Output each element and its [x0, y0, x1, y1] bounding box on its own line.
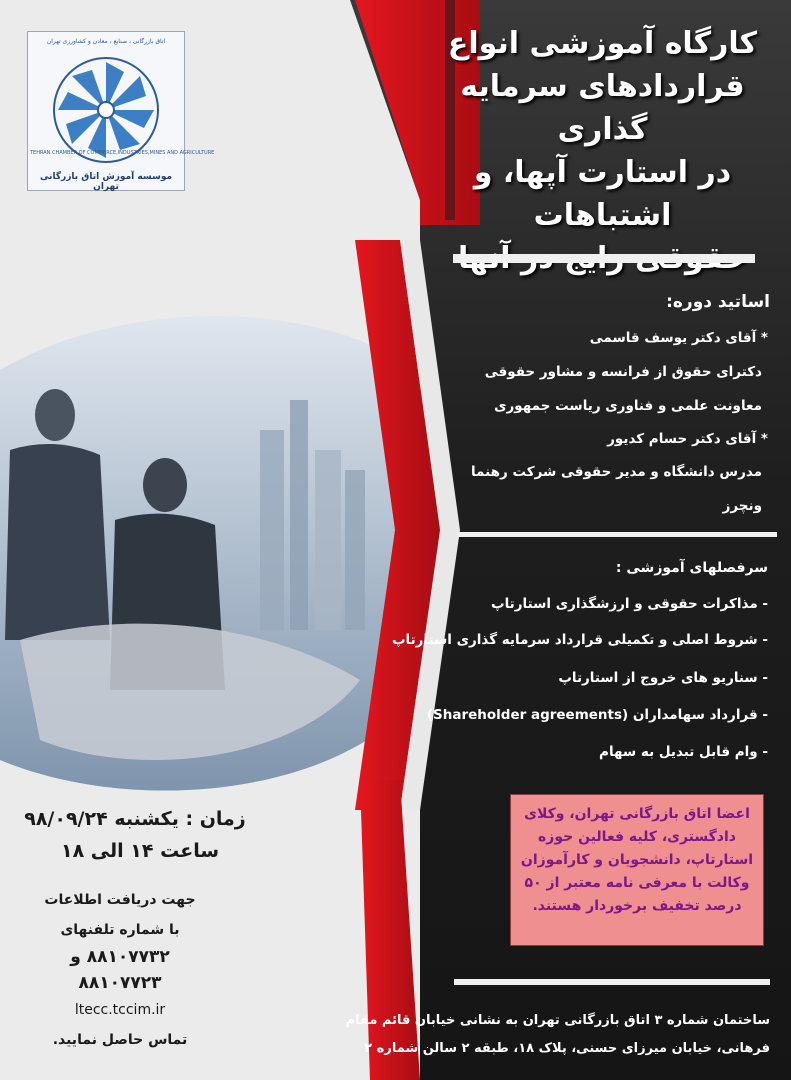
instructor-line: مدرس دانشگاه و مدیر حقوقی شرکت رهنما	[470, 464, 762, 480]
logo-institute-name: موسسه آموزش اتاق بازرگانی تهران	[39, 172, 173, 192]
topic-item: - وام قابل تبدیل به سهام	[599, 744, 768, 760]
divider	[454, 979, 770, 985]
instructors-heading: اساتید دوره:	[666, 292, 770, 312]
person-head	[143, 458, 187, 512]
topic-item: - مذاکرات حقوقی و ارزشگذاری استارتاپ	[491, 596, 768, 612]
title-line: در استارت آپها، و اشتباهات	[473, 155, 732, 233]
topic-item: - سناریو های خروج از استارتاپ	[558, 670, 768, 686]
address-line: ساختمان شماره ۳ اتاق بازرگانی تهران به نشانی خیابان قائم مقام	[345, 1013, 770, 1028]
discount-box	[510, 794, 764, 946]
divider	[453, 254, 755, 263]
instructor-line: معاونت علمی و فناوری ریاست جمهوری	[494, 398, 762, 414]
discount-line: دادگستری، کلیه فعالین حوزه	[538, 829, 736, 845]
discount-line: وکالت با معرفی نامه معتبر از ۵۰	[524, 875, 750, 891]
logo-arc-text: اتاق بازرگانی ، صنایع ، معادن و کشاورزی تهران	[46, 38, 166, 45]
instructor-line: * آقای دکتر یوسف قاسمی	[589, 330, 768, 346]
divider	[457, 532, 777, 537]
topic-item: - شروط اصلی و تکمیلی قرارداد سرمایه گذاری استارتاپ	[391, 632, 768, 648]
instructor-line: دکترای حقوق از فرانسه و مشاور حقوقی	[484, 364, 762, 380]
title-line: قراردادهای سرمایه گذاری	[460, 69, 745, 147]
contact-closing: تماس حاصل نمایید.	[52, 1032, 188, 1048]
phone-number: ۸۸۱۰۷۷۳۲ و	[70, 947, 170, 967]
discount-line: اعضا اتاق بازرگانی تهران، وکلای	[524, 806, 750, 822]
logo-emblem-icon	[28, 32, 215, 190]
schedule-time: ساعت ۱۴ الی ۱۸	[60, 840, 220, 862]
discount-line: استارتاپ، دانشجویان و کارآموزان	[520, 852, 754, 868]
workshop-title	[420, 22, 785, 280]
instructor-line: * آقای دکتر حسام کدیور	[607, 431, 768, 447]
instructor-line: ونچرز	[722, 498, 762, 514]
schedule-date: زمان : یکشنبه ۹۸/۰۹/۲۴	[24, 808, 246, 830]
contact-line: با شماره تلفنهای	[60, 922, 180, 938]
topic-item: - قرارداد سهامداران (Shareholder agreements)	[426, 707, 768, 723]
phone-number: ۸۸۱۰۷۷۲۳	[78, 973, 162, 993]
website-link[interactable]: ltecc.tccim.ir	[74, 1002, 166, 1018]
title-line: کارگاه آموزشی انواع	[447, 26, 758, 61]
contact-line: جهت دریافت اطلاعات	[44, 892, 196, 908]
discount-line: درصد تخفیف برخوردار هستند.	[532, 898, 742, 914]
topics-heading: سرفصلهای آموزشی :	[615, 560, 768, 576]
logo-english-text: TEHRAN CHAMBER OF COMMERCE,INDUSTRIES,MINES AND AGRICULTURE	[30, 150, 215, 156]
address-line: فرهانی، خیابان میرزای حسنی، پلاک ۱۸، طبقه ۲ سالن شماره ۲	[364, 1041, 770, 1056]
chamber-logo	[27, 31, 215, 192]
